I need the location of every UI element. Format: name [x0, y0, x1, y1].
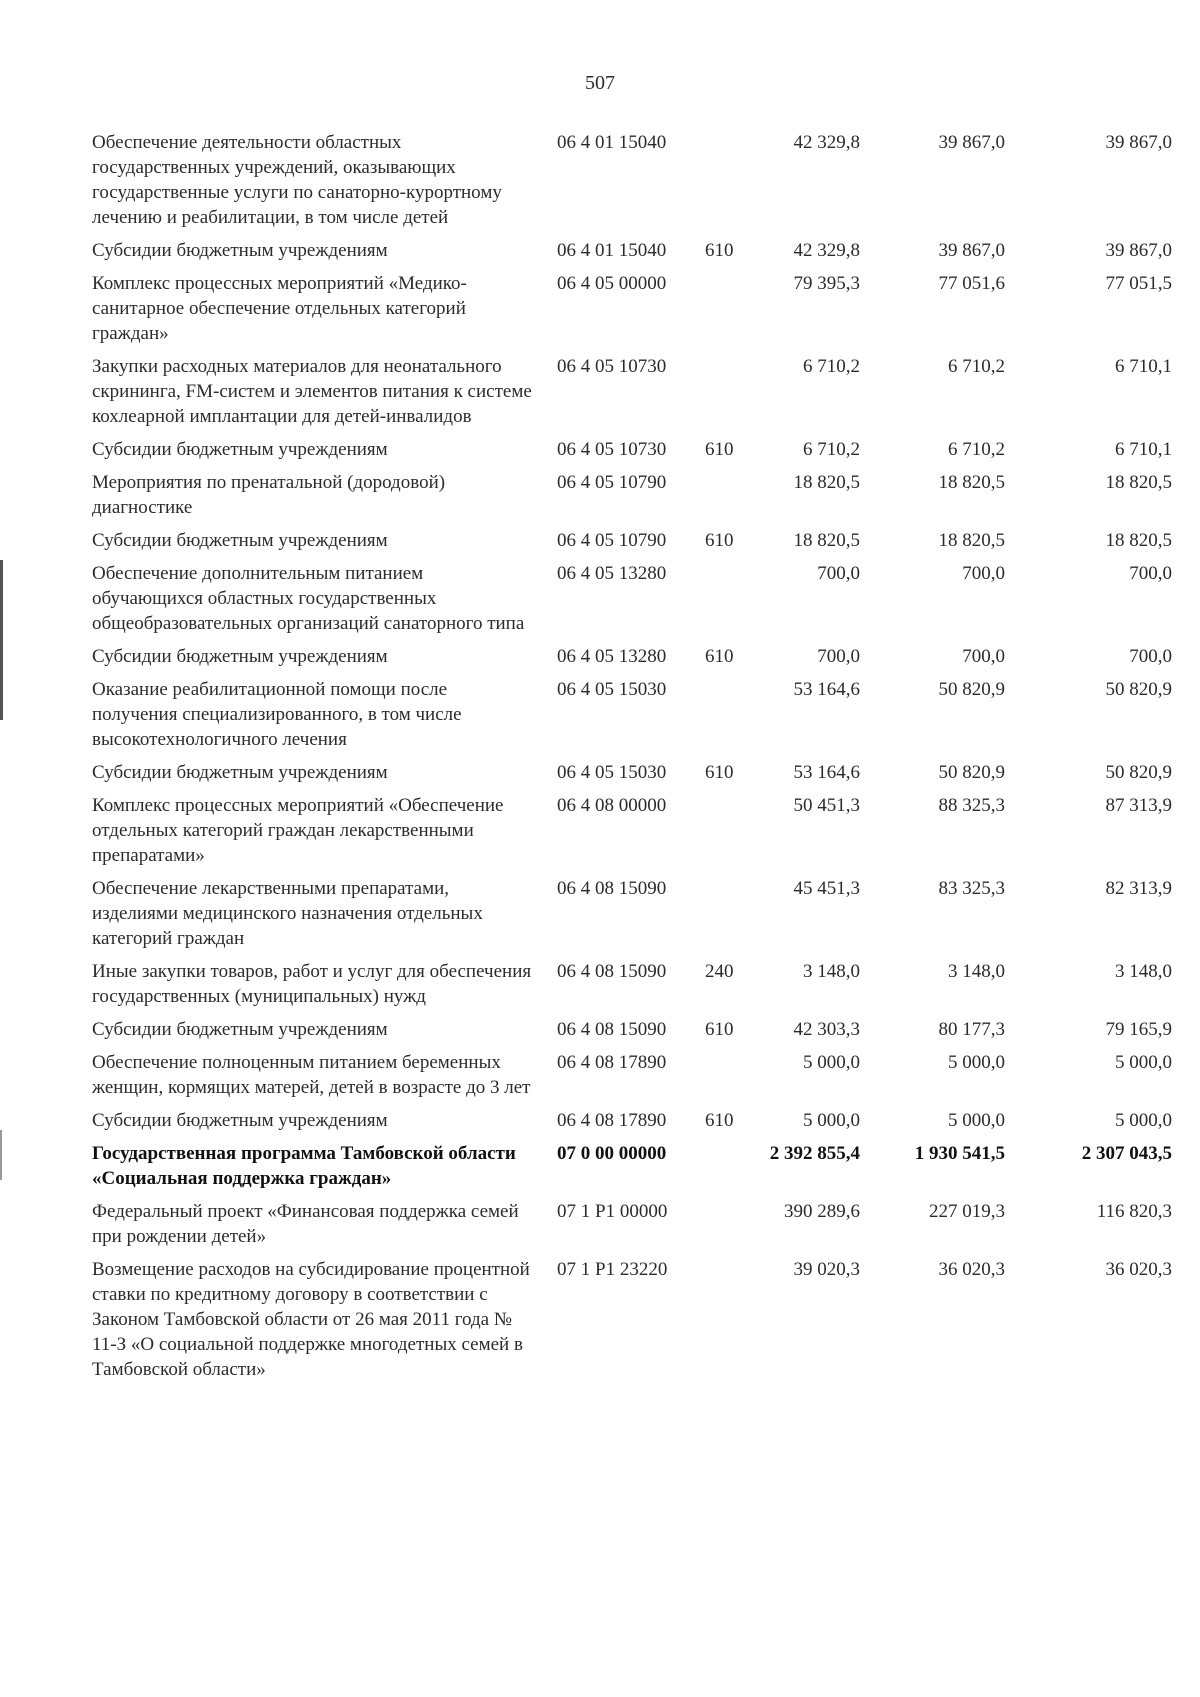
page-number: 507	[585, 72, 615, 94]
row-name: Комплекс процессных мероприятий «Обеспечение отдельных категорий граждан лекарственными препаратами»	[92, 795, 504, 866]
row-value-1: 42 303,3	[793, 1019, 860, 1040]
table-row	[92, 561, 1172, 636]
table-row	[92, 1108, 1172, 1133]
row-value-1: 5 000,0	[803, 1052, 860, 1073]
row-name: Федеральный проект «Финансовая поддержка семей при рождении детей»	[92, 1201, 519, 1247]
row-value-2: 39 867,0	[938, 132, 1005, 153]
row-name: Обеспечение полноценным питанием беременных женщин, кормящих матерей, детей в возрасте до 3 лет	[92, 1052, 531, 1098]
table-row	[92, 677, 1172, 752]
row-code: 06 4 05 13280	[557, 563, 667, 584]
row-value-3: 18 820,5	[1105, 530, 1172, 551]
table-row	[92, 1141, 1172, 1191]
row-value-3: 87 313,9	[1105, 795, 1172, 816]
row-code: 07 1 P1 23220	[557, 1259, 668, 1280]
row-name: Обеспечение деятельности областных государственных учреждений, оказывающих государственные услуги по санаторно-курортному лечению и реабилитации, в том числе детей	[92, 132, 502, 228]
row-value-2: 18 820,5	[938, 472, 1005, 493]
row-code: 06 4 05 10790	[557, 530, 667, 551]
row-value-1: 79 395,3	[793, 273, 860, 294]
row-value-2: 83 325,3	[938, 878, 1005, 899]
row-name: Обеспечение лекарственными препаратами, изделиями медицинского назначения отдельных категорий граждан	[92, 878, 483, 949]
row-code: 06 4 05 15030	[557, 679, 667, 700]
row-code: 06 4 05 15030	[557, 762, 667, 783]
row-name: Субсидии бюджетным учреждениям	[92, 1019, 388, 1040]
row-name: Возмещение расходов на субсидирование процентной ставки по кредитному договору в соответствии с Законом Тамбовской области от 26 мая 2011 года № 11-З «О социальной поддержке многодетных семей в Тамбовской области»	[92, 1259, 530, 1380]
row-value-2: 1 930 541,5	[914, 1143, 1005, 1164]
row-expense-type: 240	[705, 961, 734, 982]
row-value-3: 77 051,5	[1105, 273, 1172, 294]
row-name: Закупки расходных материалов для неонатального скрининга, FM-систем и элементов питания к системе кохлеарной имплантации для детей-инвалидов	[92, 356, 532, 427]
row-value-1: 2 392 855,4	[769, 1143, 860, 1164]
row-value-1: 700,0	[817, 646, 860, 667]
row-value-3: 700,0	[1129, 563, 1172, 584]
table-row	[92, 1199, 1172, 1249]
row-value-1: 18 820,5	[793, 472, 860, 493]
row-value-1: 18 820,5	[793, 530, 860, 551]
row-value-2: 39 867,0	[938, 240, 1005, 261]
row-value-3: 3 148,0	[1115, 961, 1172, 982]
row-value-3: 39 867,0	[1105, 132, 1172, 153]
row-value-2: 700,0	[962, 563, 1005, 584]
row-name: Комплекс процессных мероприятий «Медико-санитарное обеспечение отдельных категорий граждан»	[92, 273, 467, 344]
table-row	[92, 959, 1172, 1009]
row-value-1: 5 000,0	[803, 1110, 860, 1131]
row-code: 06 4 01 15040	[557, 132, 667, 153]
row-value-3: 82 313,9	[1105, 878, 1172, 899]
row-code: 06 4 05 13280	[557, 646, 667, 667]
row-code: 06 4 08 15090	[557, 961, 667, 982]
row-code: 07 0 00 00000	[557, 1143, 667, 1164]
row-value-3: 6 710,1	[1115, 356, 1172, 377]
row-value-3: 5 000,0	[1115, 1110, 1172, 1131]
table-row	[92, 793, 1172, 868]
row-value-1: 42 329,8	[793, 132, 860, 153]
row-name: Государственная программа Тамбовской области «Социальная поддержка граждан»	[92, 1143, 516, 1189]
row-code: 06 4 08 17890	[557, 1052, 667, 1073]
row-expense-type: 610	[705, 240, 734, 261]
scan-edge-mark	[0, 560, 3, 720]
row-name: Мероприятия по пренатальной (дородовой) диагностике	[92, 472, 446, 518]
row-value-2: 36 020,3	[938, 1259, 1005, 1280]
row-value-2: 6 710,2	[948, 439, 1005, 460]
row-code: 06 4 01 15040	[557, 240, 667, 261]
table-row	[92, 1017, 1172, 1042]
row-value-1: 6 710,2	[803, 439, 860, 460]
table-row	[92, 528, 1172, 553]
row-value-2: 80 177,3	[938, 1019, 1005, 1040]
table-row	[92, 1050, 1172, 1100]
row-code: 06 4 08 00000	[557, 795, 667, 816]
row-value-1: 50 451,3	[793, 795, 860, 816]
table-row	[92, 644, 1172, 669]
row-name: Субсидии бюджетным учреждениям	[92, 646, 388, 667]
row-expense-type: 610	[705, 439, 734, 460]
row-value-2: 50 820,9	[938, 679, 1005, 700]
table-row	[92, 437, 1172, 462]
row-value-3: 50 820,9	[1105, 679, 1172, 700]
row-value-1: 39 020,3	[793, 1259, 860, 1280]
row-value-2: 3 148,0	[948, 961, 1005, 982]
row-value-2: 700,0	[962, 646, 1005, 667]
row-value-2: 5 000,0	[948, 1110, 1005, 1131]
table-row	[92, 876, 1172, 951]
row-name: Субсидии бюджетным учреждениям	[92, 530, 388, 551]
row-code: 06 4 05 10730	[557, 439, 667, 460]
row-value-3: 18 820,5	[1105, 472, 1172, 493]
table-row	[92, 238, 1172, 263]
row-name: Субсидии бюджетным учреждениям	[92, 1110, 388, 1131]
table-row	[92, 271, 1172, 346]
row-value-1: 6 710,2	[803, 356, 860, 377]
row-name: Субсидии бюджетным учреждениям	[92, 439, 388, 460]
row-value-3: 116 820,3	[1096, 1201, 1172, 1222]
row-expense-type: 610	[705, 530, 734, 551]
row-value-3: 39 867,0	[1105, 240, 1172, 261]
row-expense-type: 610	[705, 646, 734, 667]
row-value-1: 390 289,6	[784, 1201, 860, 1222]
row-code: 06 4 08 15090	[557, 1019, 667, 1040]
row-value-1: 53 164,6	[793, 762, 860, 783]
table-row	[92, 130, 1172, 230]
row-value-1: 53 164,6	[793, 679, 860, 700]
row-code: 06 4 05 00000	[557, 273, 667, 294]
row-code: 07 1 P1 00000	[557, 1201, 668, 1222]
row-value-2: 50 820,9	[938, 762, 1005, 783]
row-value-2: 18 820,5	[938, 530, 1005, 551]
table-row	[92, 354, 1172, 429]
row-value-3: 6 710,1	[1115, 439, 1172, 460]
row-name: Субсидии бюджетным учреждениям	[92, 240, 388, 261]
row-expense-type: 610	[705, 762, 734, 783]
row-expense-type: 610	[705, 1019, 734, 1040]
row-value-1: 700,0	[817, 563, 860, 584]
row-value-3: 50 820,9	[1105, 762, 1172, 783]
row-value-1: 42 329,8	[793, 240, 860, 261]
row-code: 06 4 08 17890	[557, 1110, 667, 1131]
row-value-3: 2 307 043,5	[1081, 1143, 1172, 1164]
row-value-1: 45 451,3	[793, 878, 860, 899]
row-value-3: 5 000,0	[1115, 1052, 1172, 1073]
row-name: Иные закупки товаров, работ и услуг для обеспечения государственных (муниципальных) нужд	[92, 961, 532, 1007]
table-row	[92, 470, 1172, 520]
row-name: Субсидии бюджетным учреждениям	[92, 762, 388, 783]
row-value-1: 3 148,0	[803, 961, 860, 982]
table-row	[92, 760, 1172, 785]
row-value-2: 77 051,6	[938, 273, 1005, 294]
budget-table	[92, 130, 1172, 1390]
row-value-2: 88 325,3	[938, 795, 1005, 816]
table-row	[92, 1257, 1172, 1382]
row-expense-type: 610	[705, 1110, 734, 1131]
row-code: 06 4 05 10790	[557, 472, 667, 493]
scan-edge-mark	[0, 1130, 2, 1180]
row-value-2: 6 710,2	[948, 356, 1005, 377]
row-value-2: 227 019,3	[929, 1201, 1005, 1222]
row-name: Оказание реабилитационной помощи после получения специализированного, в том числе высокотехнологичного лечения	[92, 679, 462, 750]
row-name: Обеспечение дополнительным питанием обучающихся областных государственных общеобразовательных организаций санаторного типа	[92, 563, 525, 634]
row-value-3: 36 020,3	[1105, 1259, 1172, 1280]
row-value-3: 79 165,9	[1105, 1019, 1172, 1040]
row-value-3: 700,0	[1129, 646, 1172, 667]
row-value-2: 5 000,0	[948, 1052, 1005, 1073]
row-code: 06 4 05 10730	[557, 356, 667, 377]
row-code: 06 4 08 15090	[557, 878, 667, 899]
